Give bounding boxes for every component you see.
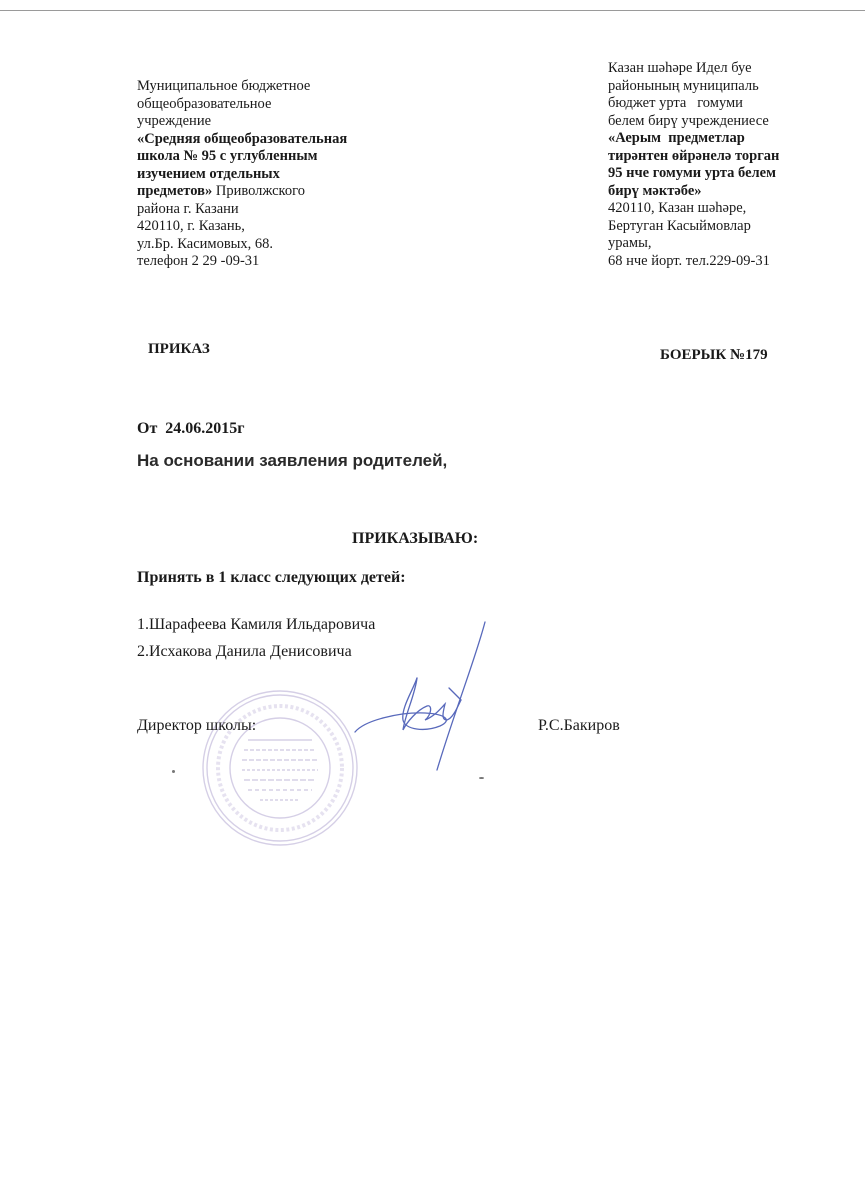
header-right-line: урамы,	[608, 235, 652, 251]
header-right-line: белем бирү учреждениесе	[608, 112, 769, 129]
order-date: От 24.06.2015г	[137, 420, 245, 437]
header-left-line	[137, 183, 427, 201]
header-right-line: тирәнтен өйрәнелә торган	[608, 147, 780, 164]
header-right-line: районының муниципаль	[608, 77, 759, 94]
director-signature	[345, 620, 495, 780]
header-left-line: общеобразовательное	[137, 95, 272, 112]
order-basis: На основании заявления родителей,	[137, 451, 448, 470]
order-heading: ПРИКАЗЫВАЮ:	[352, 530, 479, 547]
school-seal-stamp	[200, 688, 360, 848]
header-left-line: района г. Казани	[137, 200, 239, 217]
doc-type-russian: ПРИКАЗ	[148, 341, 210, 357]
header-left-line: ул.Бр. Касимовых, 68.	[137, 235, 274, 252]
header-left-normal-part: Приволжского	[212, 183, 305, 199]
doc-type-tatar: БОЕРЫК №179	[660, 347, 768, 363]
header-right-line: бирү мәктәбе»	[608, 182, 702, 199]
children-list	[137, 611, 375, 665]
header-left-bold-part: предметов»	[137, 183, 213, 199]
header-right-line: 95 нче гомуми урта белем	[608, 165, 776, 181]
header-left-line: телефон 2 29 -09-31	[137, 253, 260, 269]
header-right-line: Казан шәһәре Идел буе	[608, 60, 752, 76]
header-left-line: учреждение	[137, 113, 212, 129]
scan-speck	[172, 770, 175, 773]
header-right-line: Бертуган Касыймовлар	[608, 217, 751, 234]
header-left-line: 420110, г. Казань,	[137, 218, 245, 234]
scan-speck	[479, 777, 484, 779]
director-label: Директор школы:	[137, 717, 257, 734]
header-left-line: Муниципальное бюджетное	[137, 78, 311, 94]
header-left-line: изучением отдельных	[137, 165, 280, 182]
director-name: Р.С.Бакиров	[538, 717, 620, 734]
header-left-russian	[137, 78, 427, 271]
header-right-line: «Аерым предметлар	[608, 130, 745, 146]
header-left-line: «Средняя общеобразовательная	[137, 130, 348, 147]
header-right-line: 68 нче йорт. тел.229-09-31	[608, 252, 770, 269]
header-right-line: 420110, Казан шәһәре,	[608, 200, 747, 216]
accept-statement: Принять в 1 класс следующих детей:	[137, 569, 406, 586]
list-item: 1.Шарафеева Камиля Ильдаровича	[137, 616, 376, 633]
header-left-line: школа № 95 с углубленным	[137, 148, 318, 164]
header-right-tatar	[608, 60, 858, 270]
top-border-line	[0, 10, 865, 11]
list-item: 2.Исхакова Данила Денисовича	[137, 643, 352, 660]
header-right-line: бюджет урта гомуми	[608, 95, 743, 111]
